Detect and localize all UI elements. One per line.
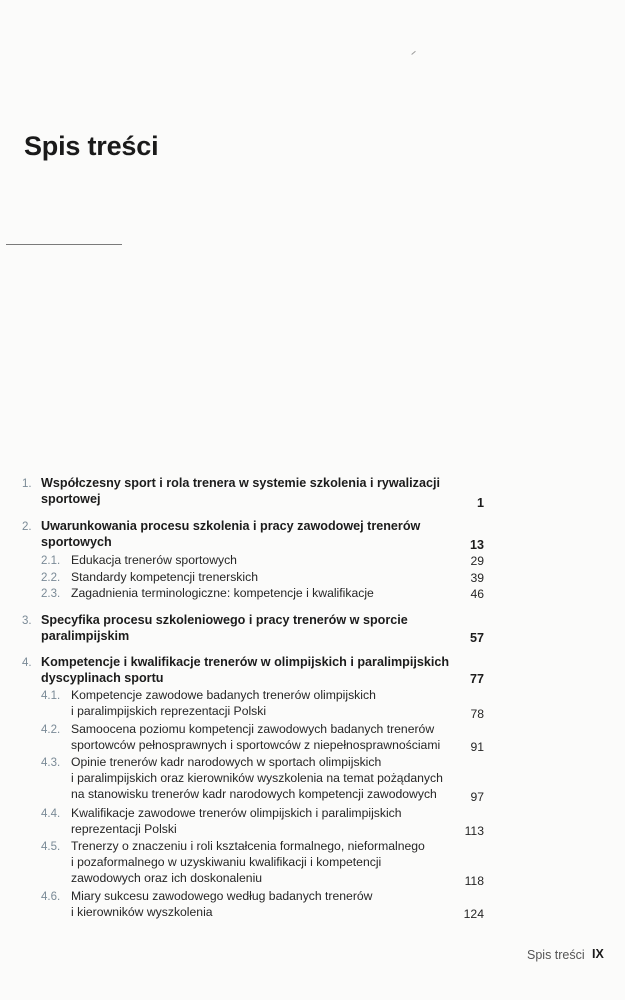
section-page: 91	[470, 740, 484, 754]
section-title-line: Kompetencje zawodowe badanych trenerów olimpijskich	[71, 688, 376, 702]
running-footer-label: Spis treści	[527, 948, 585, 962]
section-title-line: na stanowisku trenerów kadr narodowych kompetencji zawodowych	[71, 787, 437, 801]
section-title-line: Miary sukcesu zawodowego według badanych trenerów	[71, 889, 373, 903]
chapter-title-line-1: Uwarunkowania procesu szkolenia i pracy zawodowej trenerów	[41, 519, 421, 533]
section-number: 4.4.	[41, 808, 61, 820]
section-page: 78	[470, 707, 484, 721]
section-title-line: Trenerzy o znaczeniu i roli kształcenia formalnego, nieformalnego	[71, 839, 425, 853]
section-title-line: Edukacja trenerów sportowych	[71, 553, 237, 567]
chapter-number: 1.	[22, 478, 32, 490]
section-number: 2.1.	[41, 555, 61, 567]
section-title-line: i paralimpijskich oraz kierowników wyszkolenia na temat pożądanych	[71, 771, 443, 785]
section-number: 4.5.	[41, 841, 61, 853]
section-number: 2.2.	[41, 572, 61, 584]
section-page: 113	[464, 824, 484, 838]
chapter-page: 1	[476, 496, 484, 510]
chapter-number: 3.	[22, 615, 32, 627]
chapter-page: 57	[469, 631, 484, 645]
chapter-page: 77	[469, 672, 484, 686]
page-title: Spis treści	[24, 131, 159, 161]
section-page: 124	[463, 907, 484, 921]
section-number: 4.2.	[41, 724, 61, 736]
chapter-page: 13	[469, 538, 484, 552]
chapter-title-line-2: sportowych	[41, 535, 112, 549]
section-title-line: i pozaformalnego w uzyskiwaniu kwalifikacji i kompetencji	[71, 855, 382, 869]
section-number: 4.3.	[41, 757, 61, 769]
section-title-line: Zagadnienia terminologiczne: kompetencje i kwalifikacje	[71, 586, 374, 600]
section-page: 29	[470, 554, 484, 568]
section-title-line: Opinie trenerów kadr narodowych w sportach olimpijskich	[71, 755, 382, 769]
page-number: IX	[592, 947, 604, 961]
chapter-title-line-1: Specyfika procesu szkoleniowego i pracy trenerów w sporcie	[41, 613, 408, 627]
section-number: 4.6.	[41, 891, 61, 903]
chapter-title-line-2: dyscyplinach sportu	[41, 671, 164, 685]
section-page: 97	[470, 790, 484, 804]
chapter-title-line-2: paralimpijskim	[41, 629, 130, 643]
section-number: 4.1.	[41, 690, 61, 702]
section-page: 39	[470, 571, 484, 585]
chapter-number: 2.	[22, 521, 32, 533]
chapter-title-line-1: Współczesny sport i rola trenera w systemie szkolenia i rywalizacji	[41, 476, 440, 490]
chapter-number: 4.	[22, 657, 32, 669]
section-title-line: sportowców pełnosprawnych i sportowców z niepełnosprawnościami	[71, 738, 441, 752]
section-page: 46	[470, 587, 484, 601]
chapter-title-line-2: sportowej	[41, 492, 101, 506]
section-page: 118	[464, 874, 484, 888]
section-title-line: Samoocena poziomu kompetencji zawodowych badanych trenerów	[71, 722, 435, 736]
section-title-line: i kierowników wyszkolenia	[71, 905, 213, 919]
section-title-line: zawodowych oraz ich doskonaleniu	[71, 871, 263, 885]
section-title-line: i paralimpijskich reprezentacji Polski	[71, 704, 267, 718]
section-number: 2.3.	[41, 588, 61, 600]
chapter-title-line-1: Kompetencje i kwalifikacje trenerów w olimpijskich i paralimpijskich	[41, 655, 450, 669]
section-title-line: reprezentacji Polski	[71, 822, 177, 836]
section-title-line: Kwalifikacje zawodowe trenerów olimpijskich i paralimpijskich	[71, 806, 402, 820]
section-title-line: Standardy kompetencji trenerskich	[71, 570, 258, 584]
